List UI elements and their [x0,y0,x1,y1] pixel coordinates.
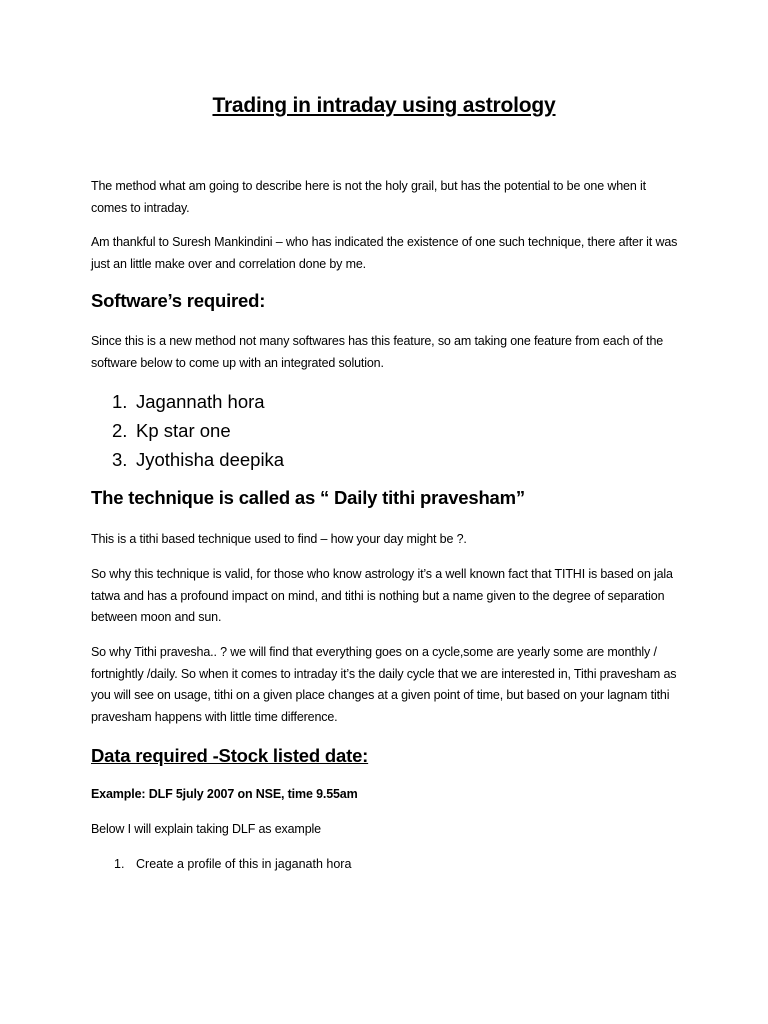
list-item [112,445,284,474]
data-required-heading: Data required -Stock listed date: [91,745,369,766]
below-text: Below I will explain taking DLF as example [91,822,321,836]
list-number: 1. [114,857,125,871]
technique-paragraph-1: This is a tithi based technique used to find – how your day might be ?. [91,532,467,546]
list-item-label: Create a profile of this in jaganath hora [136,857,352,871]
document-title: Trading in intraday using astrology [212,94,556,117]
list-item-label: Jyothisha deepika [136,449,285,470]
list-number: 1. [112,391,128,412]
steps-list [114,854,351,876]
software-heading: Software’s required: [91,290,266,311]
list-item [112,387,284,416]
list-item [112,416,284,445]
technique-paragraph-3: So why Tithi pravesha.. ? we will find that everything goes on a cycle,some are yearly some are monthly / fortnightly /daily. So when it comes to intraday it’s the daily cycle that we are interested in, Tithi pravesham as you will see on usage, tithi on a given place changes at a given point of time, but based on your lagnam tithi pravesham happens with little time difference. [91,645,677,724]
intro-paragraph-2: Am thankful to Suresh Mankindini – who has indicated the existence of one such technique, there after it was just an little make over and correlation done by me. [91,235,678,271]
technique-paragraph-2: So why this technique is valid, for those who know astrology it’s a well known fact that TITHI is based on jala tatwa and has a profound impact on mind, and tithi is nothing but a name given to the degree of separation between moon and sun. [91,567,673,624]
software-list [112,387,284,474]
list-item [114,854,351,876]
list-item-label: Kp star one [136,420,231,441]
list-number: 2. [112,420,128,441]
technique-heading: The technique is called as “ Daily tithi pravesham” [91,487,525,508]
intro-paragraph-1: The method what am going to describe here is not the holy grail, but has the potential to be one when it comes to intraday. [91,179,646,215]
software-paragraph: Since this is a new method not many softwares has this feature, so am taking one feature from each of the software below to come up with an integrated solution. [91,334,664,370]
list-number: 3. [112,449,128,470]
example-text: Example: DLF 5july 2007 on NSE, time 9.55am [91,787,358,801]
list-item-label: Jagannath hora [136,391,265,412]
